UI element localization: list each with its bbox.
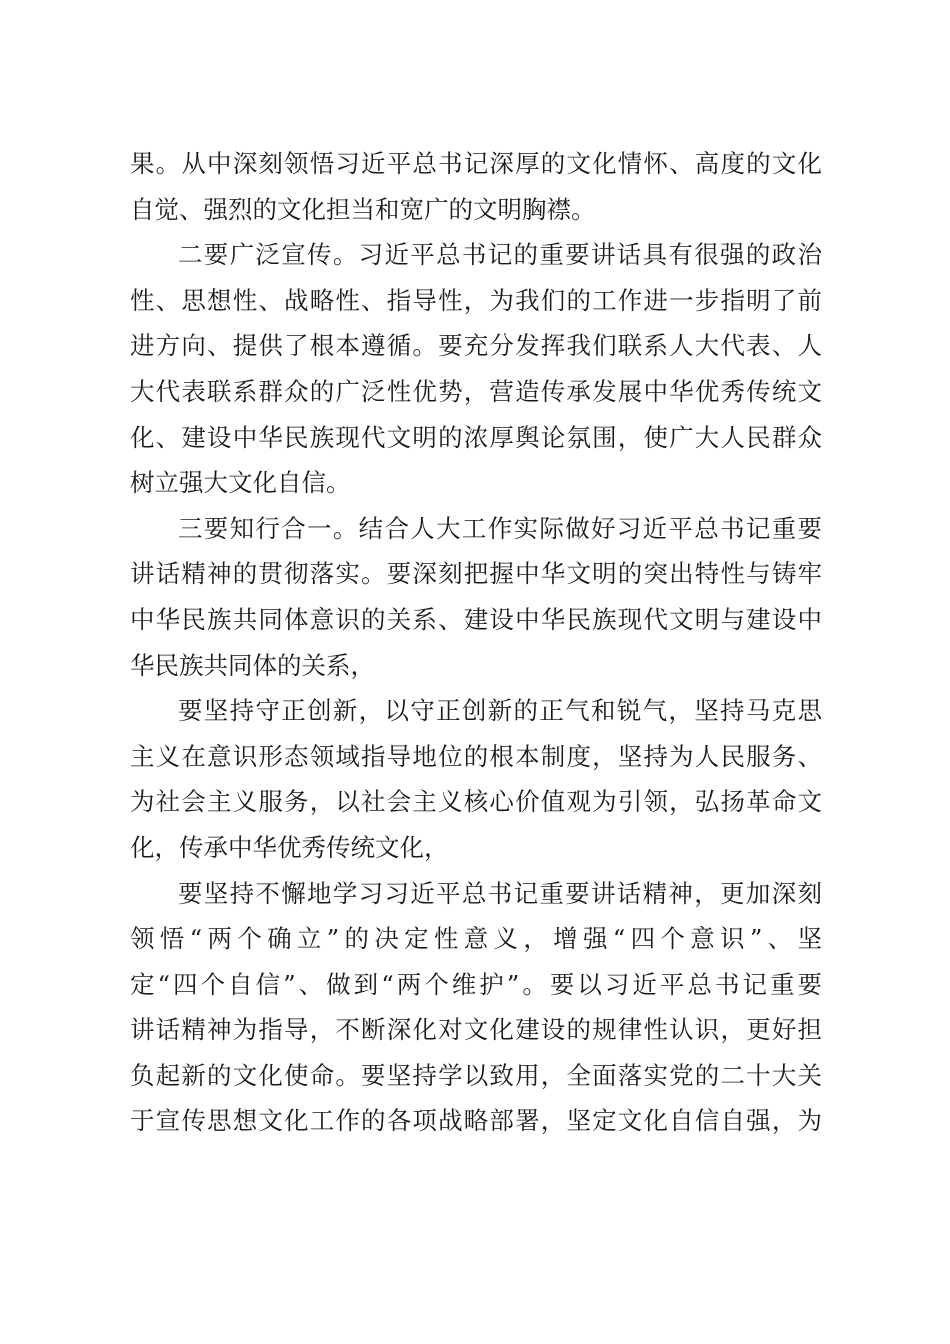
text-line: 主义在意识形态领域指导地位的根本制度，坚持为人民服务、 (130, 741, 822, 771)
text-line: 于宣传思想文化工作的各项战略部署，坚定文化自信自强，为 (130, 1106, 822, 1136)
text-line: 化、建设中华民族现代文明的浓厚舆论氛围，使广大人民群众 (130, 422, 822, 452)
text-line: 化，传承中华优秀传统文化， (130, 832, 449, 862)
text-line: 领悟“两个确立”的决定性意义，增强“四个意识”、坚 (130, 924, 822, 954)
paragraph-start-line: 要坚持不懈地学习习近平总书记重要讲话精神，更加深刻 (178, 878, 822, 908)
paragraph-start-line: 三要知行合一。结合人大工作实际做好习近平总书记重要 (178, 513, 822, 543)
text-line: 性、思想性、战略性、指导性，为我们的工作进一步指明了前 (130, 285, 822, 315)
text-line: 中华民族共同体意识的关系、建设中华民族现代文明与建设中 (130, 604, 822, 634)
text-line: 讲话精神为指导，不断深化对文化建设的规律性认识，更好担 (130, 1015, 822, 1045)
text-line: 负起新的文化使命。要坚持学以致用，全面落实党的二十大关 (130, 1060, 822, 1090)
text-line: 果。从中深刻领悟习近平总书记深厚的文化情怀、高度的文化 (130, 149, 822, 178)
text-line: 进方向、提供了根本遵循。要充分发挥我们联系人大代表、人 (130, 331, 822, 361)
document-body (130, 141, 822, 1144)
text-line: 讲话精神的贯彻落实。要深刻把握中华文明的突出特性与铸牢 (130, 559, 822, 589)
paragraph-start-line: 二要广泛宣传。习近平总书记的重要讲话具有很强的政治 (178, 240, 822, 270)
text-line: 定“四个自信”、做到“两个维护”。要以习近平总书记重要 (130, 969, 822, 999)
text-line: 大代表联系群众的广泛性优势，营造传承发展中华优秀传统文 (130, 376, 822, 406)
text-line: 为社会主义服务，以社会主义核心价值观为引领，弘扬革命文 (130, 787, 822, 817)
text-line: 华民族共同体的关系， (130, 650, 375, 680)
text-line: 树立强大文化自信。 (130, 468, 351, 498)
paragraph-start-line: 要坚持守正创新，以守正创新的正气和锐气，坚持马克思 (178, 696, 822, 726)
text-line: 自觉、强烈的文化担当和宽广的文明胸襟。 (130, 194, 596, 224)
